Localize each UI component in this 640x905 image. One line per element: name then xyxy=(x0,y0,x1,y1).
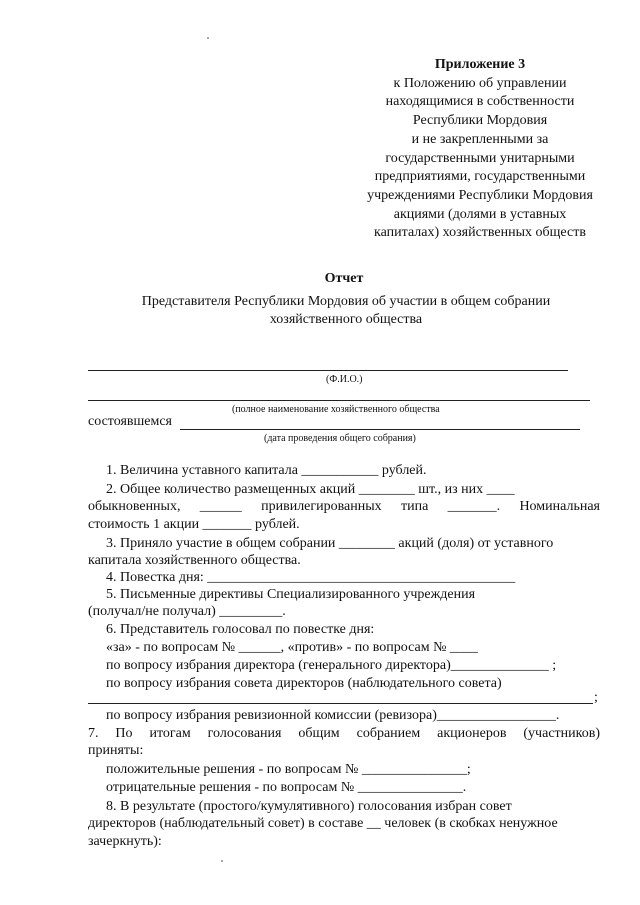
scan-speck xyxy=(207,37,209,39)
item-8-cont: зачеркнуть): xyxy=(88,834,162,849)
appendix-line: учреждениями Республики Мордовия xyxy=(367,187,593,203)
item-8: 8. В результате (простого/кумулятивного) голосования избран совет xyxy=(106,799,512,814)
company-name-line xyxy=(88,400,590,401)
item-1: 1. Величина уставного капитала ___________ рублей. xyxy=(106,463,427,478)
item-6: 6. Представитель голосовал по повестке дня: xyxy=(106,622,375,637)
meeting-date-line xyxy=(180,429,580,430)
item-2-cont: обыкновенных, ______ привилегированных типа _______. Номинальная xyxy=(88,499,600,514)
item-6-board: по вопросу избрания совета директоров (наблюдательного совета) xyxy=(106,676,502,691)
item-6-director: по вопросу избрания директора (генерального директора)______________ ; xyxy=(106,658,557,673)
item-6-votes: «за» - по вопросам № ______, «против» - по вопросам № ____ xyxy=(106,640,478,655)
appendix-line: акциями (долями в уставных xyxy=(393,206,567,222)
appendix-line: находящимися в собственности xyxy=(385,94,575,110)
board-answer-line xyxy=(88,703,593,704)
appendix-line: государственными унитарными xyxy=(385,150,575,166)
held-label: состоявшемся xyxy=(88,414,172,429)
item-8-cont: директоров (наблюдательный совет) в составе __ человек (в скобках ненужное xyxy=(88,816,558,831)
report-subtitle: хозяйственного общества xyxy=(269,312,423,327)
board-line-end: ; xyxy=(594,690,598,705)
report-title: Отчет xyxy=(324,271,364,286)
appendix-line: капиталах) хозяйственных обществ xyxy=(374,225,586,241)
fio-line xyxy=(88,370,568,371)
appendix-block xyxy=(340,56,620,243)
item-5-cont: (получал/не получал) _________. xyxy=(88,604,286,619)
appendix-line: Республики Мордовия xyxy=(412,113,548,129)
appendix-line: и не закрепленными за xyxy=(411,131,549,147)
report-subtitle: Представителя Республики Мордовия об участии в общем собрании xyxy=(141,294,551,309)
appendix-title: Приложение 3 xyxy=(434,57,526,72)
item-2-cont: стоимость 1 акции _______ рублей. xyxy=(88,517,300,532)
appendix-line: предприятиями, государственными xyxy=(374,169,586,185)
item-6-audit: по вопросу избрания ревизионной комиссии (ревизора)_________________. xyxy=(106,708,560,723)
appendix-line: к Положению об управлении xyxy=(393,75,567,91)
item-3-cont: капитала хозяйственного общества. xyxy=(88,553,301,568)
fio-caption: (Ф.И.О.) xyxy=(326,374,363,385)
item-7-negative: отрицательные решения - по вопросам № _______________. xyxy=(106,780,467,795)
item-4: 4. Повестка дня: ____________________________________________ xyxy=(106,570,516,585)
item-5: 5. Письменные директивы Специализированного учреждения xyxy=(106,587,476,602)
scan-speck xyxy=(221,860,223,862)
item-7-cont: приняты: xyxy=(88,743,144,758)
item-3: 3. Приняло участие в общем собрании ________ акций (доля) от уставного xyxy=(106,536,554,551)
company-caption: (полное наименование хозяйственного общества xyxy=(232,404,440,415)
item-7: 7. По итогам голосования общим собранием акционеров (участников) xyxy=(88,726,600,741)
item-2: 2. Общее количество размещенных акций ________ шт., из них ____ xyxy=(106,482,515,497)
date-caption: (дата проведения общего собрания) xyxy=(264,433,416,444)
item-7-positive: положительные решения - по вопросам № _______________; xyxy=(106,762,471,777)
